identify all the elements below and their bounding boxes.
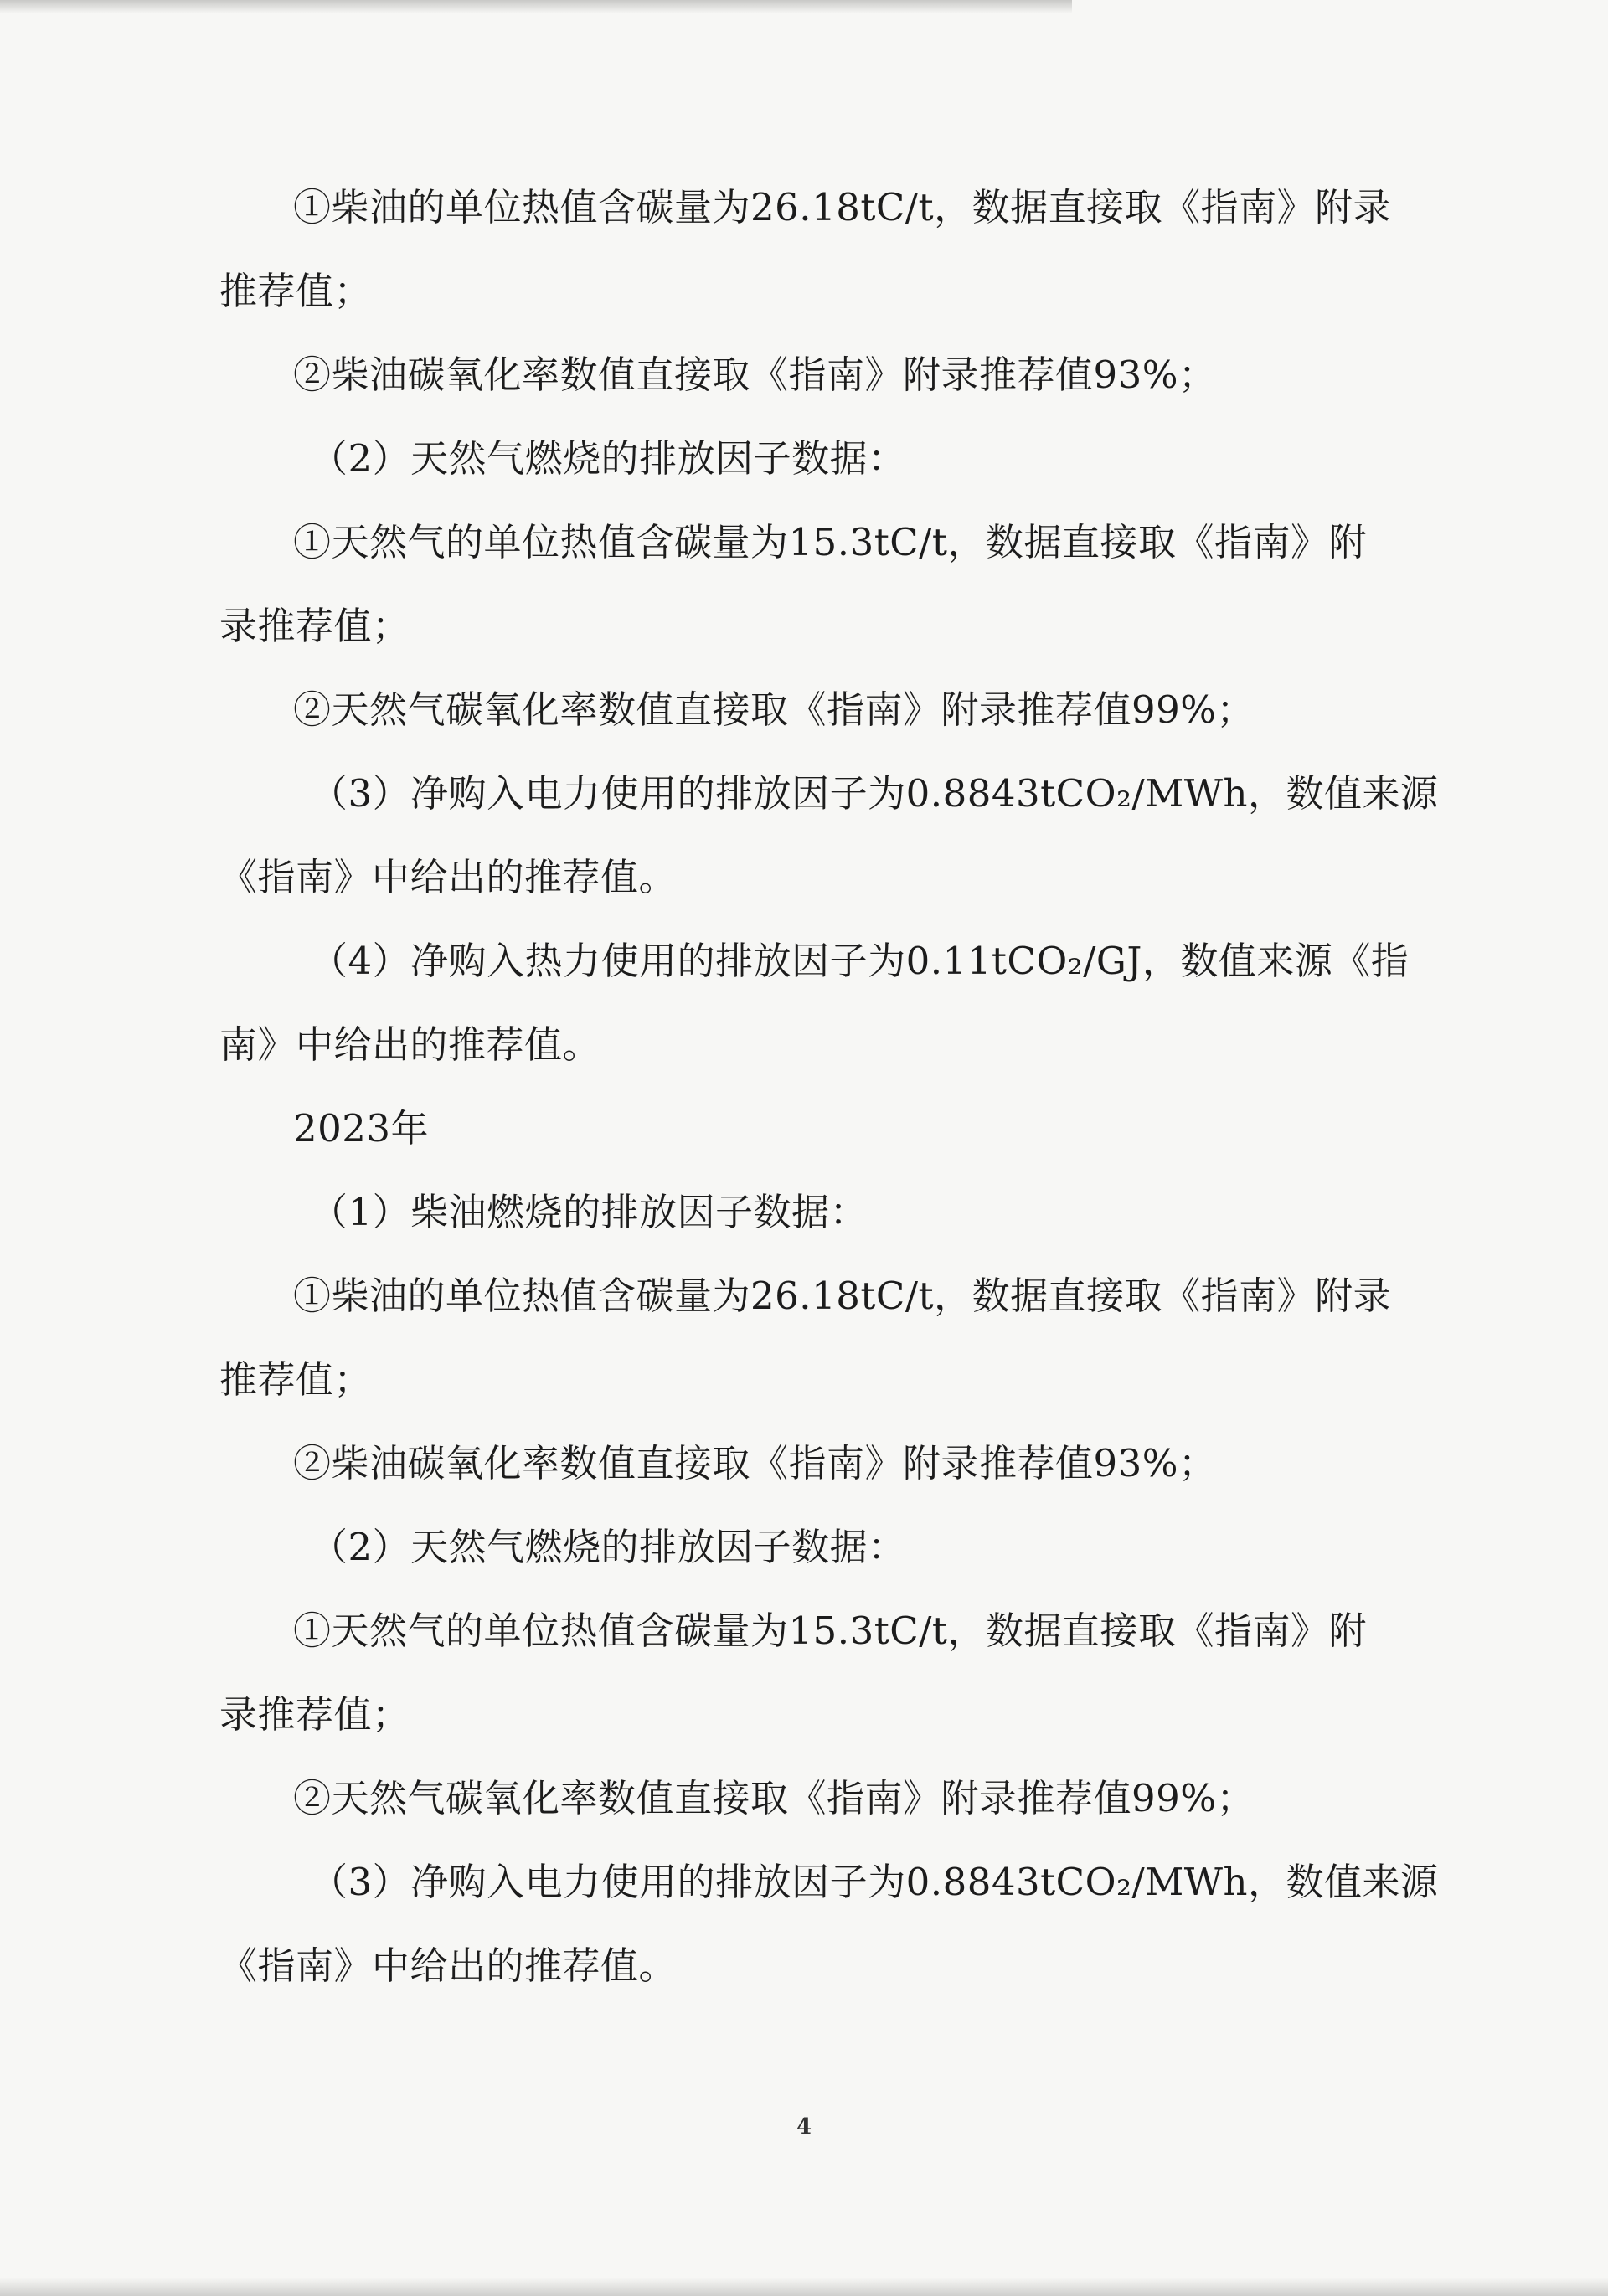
document-body [219, 185, 1439, 2028]
paragraph-continuation: 南》中给出的推荐值。 [219, 1022, 601, 1067]
paragraph-continuation: 《指南》中给出的推荐值。 [219, 855, 678, 899]
paragraph: （3）净购入电力使用的排放因子为0.8843tCO₂/MWh，数值来源 [310, 771, 1439, 816]
paragraph: ②柴油碳氧化率数值直接取《指南》附录推荐值93%； [293, 353, 1217, 397]
paragraph: ①柴油的单位热值含碳量为26.18tC/t，数据直接取《指南》附录 [293, 185, 1392, 229]
paragraph-continuation: 录推荐值； [219, 604, 410, 648]
paragraph: ②天然气碳氧化率数值直接取《指南》附录推荐值99%； [293, 1776, 1255, 1820]
section-heading: （2）天然气燃烧的排放因子数据： [310, 436, 906, 481]
paragraph-continuation: 推荐值； [219, 269, 373, 313]
paragraph: ①天然气的单位热值含碳量为15.3tC/t，数据直接取《指南》附 [293, 520, 1367, 564]
scan-top-shadow [0, 0, 1072, 13]
paragraph-continuation: 推荐值； [219, 1357, 373, 1402]
year-heading: 2023年 [293, 1106, 430, 1151]
paragraph-continuation: 录推荐值； [219, 1692, 410, 1737]
paragraph: ②柴油碳氧化率数值直接取《指南》附录推荐值93%； [293, 1441, 1217, 1485]
paragraph: ②天然气碳氧化率数值直接取《指南》附录推荐值99%； [293, 687, 1255, 732]
scan-bottom-shadow [0, 2278, 1608, 2296]
section-heading: （2）天然气燃烧的排放因子数据： [310, 1525, 906, 1569]
paragraph: ①天然气的单位热值含碳量为15.3tC/t，数据直接取《指南》附 [293, 1609, 1367, 1653]
paragraph: ①柴油的单位热值含碳量为26.18tC/t，数据直接取《指南》附录 [293, 1274, 1392, 1318]
paragraph-continuation: 《指南》中给出的推荐值。 [219, 1943, 678, 1988]
page-number: 4 [796, 2114, 812, 2139]
paragraph: （4）净购入热力使用的排放因子为0.11tCO₂/GJ，数值来源《指 [310, 939, 1410, 983]
paragraph: （3）净购入电力使用的排放因子为0.8843tCO₂/MWh，数值来源 [310, 1860, 1439, 1904]
section-heading: （1）柴油燃烧的排放因子数据： [310, 1190, 868, 1234]
